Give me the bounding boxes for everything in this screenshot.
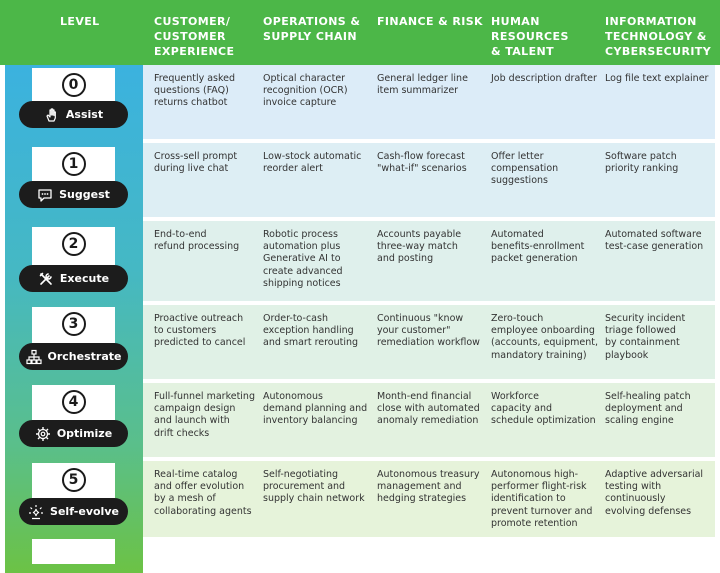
hierarchy-icon (26, 349, 42, 365)
cell-it: Adaptive adversarial testing with continuously evolving defenses (605, 469, 704, 517)
header-finance: FINANCE & RISK (377, 15, 483, 28)
level-column-footer (32, 539, 115, 564)
level-pill-execute (19, 265, 128, 292)
level-label: Self-evolve (50, 505, 119, 518)
cell-finance: General ledger line item summarizer (377, 73, 468, 97)
cell-finance: Accounts payable three-way match and posting (377, 229, 462, 265)
level-number: 0 (62, 73, 86, 97)
header-customer: CUSTOMER/ CUSTOMER EXPERIENCE (154, 15, 235, 58)
header-it: INFORMATION TECHNOLOGY & CYBERSECURITY (605, 15, 712, 58)
level-label: Assist (65, 108, 104, 121)
row-level-3 (143, 305, 715, 379)
level-label: Orchestrate (47, 350, 122, 363)
level-number: 1 (62, 152, 86, 176)
cell-operations: Robotic process automation plus Generative AI to create advanced shipping notices (263, 229, 343, 289)
level-pill-self-evolve (19, 498, 128, 525)
cell-hr: Zero-touch employee onboarding (accounts, equipment, mandatory training) (491, 313, 598, 361)
header-bar (0, 0, 720, 65)
level-pill-optimize (19, 420, 128, 447)
level-pill-suggest (19, 181, 128, 208)
cell-operations: Order-to-cash exception handling and smart rerouting (263, 313, 359, 349)
level-label: Execute (59, 272, 110, 285)
cell-customer: Full-funnel marketing campaign design and launch with drift checks (154, 391, 255, 439)
cell-customer: Cross-sell prompt during live chat (154, 151, 238, 175)
level-number: 3 (62, 312, 86, 336)
level-label: Suggest (59, 188, 110, 201)
level-number: 2 (62, 232, 86, 256)
row-level-4 (143, 383, 715, 457)
cell-it: Security incident triage followed by containment playbook (605, 313, 686, 361)
cell-it: Software patch priority ranking (605, 151, 679, 175)
cell-operations: Autonomous demand planning and inventory balancing (263, 391, 368, 427)
cell-operations: Optical character recognition (OCR) invoice capture (263, 73, 348, 109)
row-level-0 (143, 65, 715, 139)
level-number: 4 (62, 390, 86, 414)
cell-customer: Frequently asked questions (FAQ) returns chatbot (154, 73, 236, 109)
header-operations: OPERATIONS & SUPPLY CHAIN (263, 15, 361, 43)
row-level-2 (143, 221, 715, 301)
cell-customer: Proactive outreach to customers predicted to cancel (154, 313, 246, 349)
cell-hr: Job description drafter (491, 73, 597, 84)
cell-hr: Workforce capacity and schedule optimization (491, 391, 596, 427)
level-label: Optimize (56, 427, 113, 440)
level-pill-assist (19, 101, 128, 128)
cell-finance: Month-end financial close with automated anomaly remediation (377, 391, 480, 427)
cell-customer: Real-time catalog and offer evolution by a mesh of collaborating agents (154, 469, 252, 517)
sparkle-icon (28, 504, 44, 520)
cell-it: Automated software test-case generation (605, 229, 704, 253)
cell-finance: Autonomous treasury management and hedging strategies (377, 469, 480, 505)
cell-it: Self-healing patch deployment and scaling engine (605, 391, 691, 427)
level-pill-orchestrate (19, 343, 128, 370)
cell-customer: End-to-end refund processing (154, 229, 240, 253)
cell-operations: Low-stock automatic reorder alert (263, 151, 362, 175)
cell-operations: Self-negotiating procurement and supply chain network (263, 469, 365, 505)
header-hr: HUMAN RESOURCES & TALENT (491, 15, 569, 58)
cell-hr: Offer letter compensation suggestions (491, 151, 559, 187)
row-level-1 (143, 143, 715, 217)
row-level-5 (143, 461, 715, 537)
cell-finance: Cash-flow forecast "what-if" scenarios (377, 151, 467, 175)
cell-hr: Automated benefits-enrollment packet generation (491, 229, 585, 265)
tools-icon (38, 271, 54, 287)
level-number: 5 (62, 468, 86, 492)
header-level: LEVEL (60, 15, 100, 28)
cell-finance: Continuous "know your customer" remediation workflow (377, 313, 480, 349)
hand-icon (44, 107, 60, 123)
cell-it: Log file text explainer (605, 73, 709, 84)
chat-icon (37, 187, 53, 203)
cell-hr: Autonomous high- performer flight-risk identification to prevent turnover and promote retention (491, 469, 593, 529)
gear-icon (35, 426, 51, 442)
